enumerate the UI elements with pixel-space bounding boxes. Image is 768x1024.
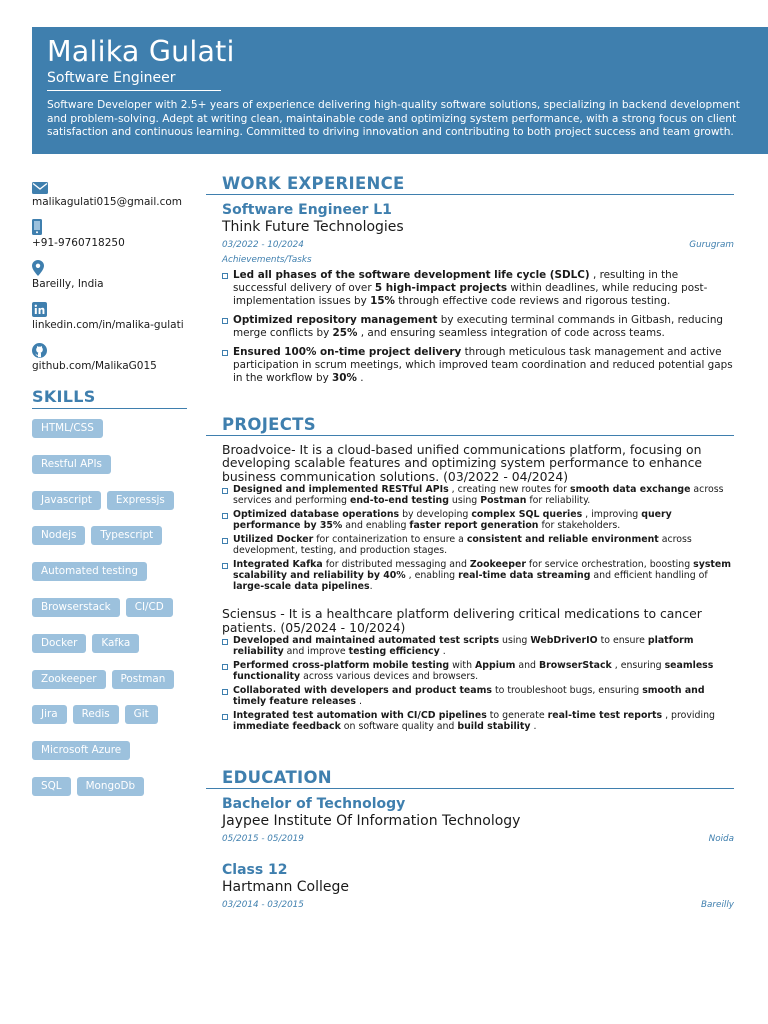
sidebar — [32, 174, 187, 813]
project-item — [222, 443, 734, 592]
email-text[interactable]: malikagulati015@gmail.com — [32, 196, 182, 208]
projects-list — [206, 443, 734, 732]
project-bullet: Optimized database operations by developing complex SQL queries , improving query performance by 35% and enabling faster report generation for stakeholders. — [222, 509, 734, 531]
education-section — [206, 768, 734, 911]
skill-chip: Jira — [32, 705, 67, 724]
envelope-icon — [32, 182, 48, 194]
skill-chip: Nodejs — [32, 526, 85, 545]
project-description: Sciensus - It is a healthcare platform delivering critical medications to cancer patients. (05/2024 - 10/2024) — [222, 606, 702, 635]
skill-row — [32, 562, 187, 598]
linkedin-text[interactable]: linkedin.com/in/malika-gulati — [32, 319, 184, 331]
skill-row — [32, 705, 187, 741]
skill-chip: HTML/CSS — [32, 419, 103, 438]
skill-chip: Git — [125, 705, 158, 724]
skill-chip: Redis — [73, 705, 119, 724]
project-bullet: Performed cross-platform mobile testing with Appium and BrowserStack , ensuring seamless functionality across various devices and browsers. — [222, 660, 734, 682]
skill-chip: Javascript — [32, 491, 101, 510]
skill-chip: Automated testing — [32, 562, 147, 581]
github-text[interactable]: github.com/MalikaG015 — [32, 360, 157, 372]
contact-phone — [32, 215, 187, 250]
skill-chip: Docker — [32, 634, 86, 653]
linkedin-icon — [32, 302, 47, 317]
projects-divider — [206, 435, 734, 436]
skill-chip: Restful APIs — [32, 455, 111, 474]
candidate-title: Software Engineer — [47, 69, 221, 91]
skill-chip: MongoDb — [77, 777, 144, 796]
skill-row — [32, 634, 187, 670]
skill-chip: Browserstack — [32, 598, 120, 617]
project-bullet: Utilized Docker for containerization to ensure a consistent and reliable environment across development, testing, and production stages. — [222, 534, 734, 556]
education-item — [222, 862, 734, 911]
education-dates: 05/2015 - 05/2019 — [222, 834, 304, 845]
skill-row — [32, 419, 187, 455]
education-divider — [206, 788, 734, 789]
education-dates: 03/2014 - 03/2015 — [222, 900, 304, 911]
project-bullet: Collaborated with developers and product teams to troubleshoot bugs, ensuring smooth and timely feature releases . — [222, 685, 734, 707]
profile-summary: Software Developer with 2.5+ years of experience delivering high-quality software solutions, specializing in backend development and problem-solving. Adept at writing clean, maintainable code and optimizing system performance, with a strong focus on client satisfaction and continuous learning. Committed to driving innovation and contributing to both project success and team growth. — [47, 99, 740, 139]
github-icon — [32, 343, 47, 358]
skill-chip: SQL — [32, 777, 71, 796]
contact-linkedin — [32, 297, 187, 332]
project-bullet: Developed and maintained automated test scripts using WebDriverIO to ensure platform reliability and improve testing efficiency . — [222, 635, 734, 657]
work-bullet: Led all phases of the software development life cycle (SDLC) , resulting in the successful delivery of over 5 high-impact projects within deadlines, while reducing post-implementation issues by 15% through effective code reviews and rigorous testing. — [222, 269, 734, 308]
project-bullet-list — [222, 484, 734, 592]
phone-icon — [32, 219, 42, 235]
school: Jaypee Institute Of Information Technology — [222, 813, 521, 830]
candidate-name: Malika Gulati — [47, 35, 235, 68]
education-meta — [222, 833, 734, 845]
work-divider — [206, 194, 734, 195]
work-section — [206, 174, 734, 385]
skill-chip: Kafka — [92, 634, 139, 653]
degree: Class 12 — [222, 862, 288, 879]
education-item — [222, 796, 734, 845]
job-dates: 03/2022 - 10/2024 — [222, 240, 304, 250]
education-location: Bareilly — [701, 900, 734, 911]
skill-chip: CI/CD — [126, 598, 173, 617]
skill-chip: Typescript — [91, 526, 162, 545]
skill-chip: Expressjs — [107, 491, 174, 510]
work-bullet: Ensured 100% on-time project delivery through meticulous task management and active participation in scrum meetings, which improved team coordination and reduced potential gaps in the workflow by 30% . — [222, 346, 734, 385]
skill-row — [32, 598, 187, 634]
skill-row — [32, 455, 187, 491]
phone-text[interactable]: +91-9760718250 — [32, 237, 125, 249]
skill-row — [32, 491, 187, 527]
projects-section — [206, 415, 734, 732]
achievements-label: Achievements/Tasks — [222, 255, 312, 265]
project-bullet: Integrated Kafka for distributed messaging and Zookeeper for service orchestration, boosting system scalability and reliability by 40% , enabling real-time data streaming and efficient handling of large-scale data pipelines. — [222, 559, 734, 592]
project-item — [222, 607, 734, 732]
location-pin-icon — [32, 260, 44, 276]
skill-chip: Zookeeper — [32, 670, 106, 689]
skills-list — [32, 419, 187, 813]
main-content — [206, 174, 734, 911]
school: Hartmann College — [222, 879, 349, 896]
degree: Bachelor of Technology — [222, 796, 406, 813]
skills-divider — [32, 408, 187, 409]
education-list — [206, 796, 734, 911]
job-meta — [222, 239, 734, 251]
skill-row — [32, 526, 187, 562]
job-company: Think Future Technologies — [222, 219, 404, 235]
location-text: Bareilly, India — [32, 278, 104, 290]
work-heading: WORK EXPERIENCE — [222, 174, 405, 193]
resume-header — [32, 27, 768, 154]
education-meta — [222, 899, 734, 911]
contact-github — [32, 338, 187, 373]
job-role: Software Engineer L1 — [222, 202, 392, 218]
contact-email — [32, 174, 187, 209]
projects-heading: PROJECTS — [222, 415, 316, 434]
education-location: Noida — [708, 834, 734, 845]
skill-row — [32, 741, 187, 777]
project-bullet: Integrated test automation with CI/CD pipelines to generate real-time test reports , providing immediate feedback on software quality and build stability . — [222, 710, 734, 732]
work-bullet-list — [222, 269, 734, 385]
education-heading: EDUCATION — [222, 768, 332, 788]
skill-row — [32, 670, 187, 706]
project-bullet-list — [222, 635, 734, 732]
work-bullet: Optimized repository management by executing terminal commands in Gitbash, reducing merge conflicts by 25% , and ensuring seamless integration of code across teams. — [222, 314, 734, 340]
project-description: Broadvoice- It is a cloud-based unified communications platform, focusing on developing scalable features and optimizing system performance to enhance business communication solutions. (03/2022 - 04/2024) — [222, 442, 703, 484]
contact-location — [32, 256, 187, 291]
skill-row — [32, 777, 187, 813]
skill-chip: Microsoft Azure — [32, 741, 130, 760]
project-bullet: Designed and implemented RESTful APIs , creating new routes for smooth data exchange across services and performing end-to-end testing using Postman for reliability. — [222, 484, 734, 506]
job-location: Gurugram — [689, 240, 734, 250]
skill-chip: Postman — [112, 670, 175, 689]
skills-heading: SKILLS — [32, 387, 96, 406]
